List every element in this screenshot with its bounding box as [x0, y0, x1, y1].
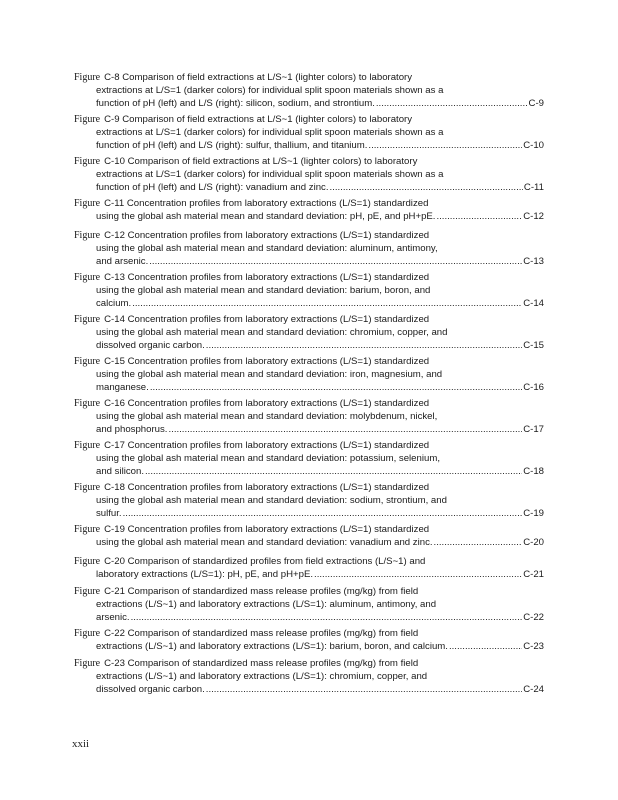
dot-leader	[123, 507, 523, 520]
toc-entry[interactable]	[74, 627, 544, 653]
figure-label: Figure	[74, 628, 101, 639]
toc-entry-line	[74, 339, 544, 352]
toc-entry-line	[74, 410, 544, 423]
figure-label: Figure	[74, 156, 101, 167]
toc-entry-line	[74, 326, 544, 339]
toc-entry-text: dissolved organic carbon.	[96, 340, 205, 351]
toc-entry-line	[74, 271, 544, 284]
toc-entry[interactable]	[74, 271, 544, 310]
figure-label: Figure	[74, 398, 101, 409]
toc-entry-line	[74, 423, 544, 436]
figure-label: Figure	[74, 230, 101, 241]
toc-entry-line	[74, 297, 544, 310]
toc-entry[interactable]	[74, 71, 544, 110]
toc-page-ref[interactable]: C-10	[523, 140, 544, 151]
toc-entry-text: C-10 Comparison of field extractions at L/S~1 (lighter colors) to laboratory	[104, 156, 418, 167]
figure-label: Figure	[74, 586, 101, 597]
toc-entry-line	[74, 255, 544, 268]
toc-entry-text: function of pH (left) and L/S (right): silicon, sodium, and strontium.	[96, 98, 375, 109]
toc-entry-text: manganese.	[96, 382, 149, 393]
toc-page-ref[interactable]: C-18	[523, 466, 544, 477]
toc-entry-line	[74, 97, 544, 110]
dot-leader	[376, 97, 528, 110]
toc-entry-line	[74, 536, 544, 549]
figure-label: Figure	[74, 658, 101, 669]
toc-entry-line	[74, 313, 544, 326]
toc-entry-line	[74, 181, 544, 194]
toc-entry-text: function of pH (left) and L/S (right): vanadium and zinc.	[96, 182, 329, 193]
toc-entry-line	[74, 452, 544, 465]
toc-entry-line	[74, 585, 544, 598]
dot-leader	[314, 568, 522, 581]
dot-leader	[436, 210, 522, 223]
toc-entry[interactable]	[74, 657, 544, 696]
figure-label: Figure	[74, 524, 101, 535]
toc-entry-text: C-18 Concentration profiles from laboratory extractions (L/S=1) standardized	[104, 482, 430, 493]
toc-entry-line	[74, 507, 544, 520]
toc-entry-line	[74, 598, 544, 611]
toc-entry-text: C-21 Comparison of standardized mass release profiles (mg/kg) from field	[104, 586, 419, 597]
toc-entry-text: extractions (L/S~1) and laboratory extractions (L/S=1): chromium, copper, and	[96, 671, 428, 682]
toc-entry[interactable]	[74, 197, 544, 223]
toc-entry-text: extractions at L/S=1 (darker colors) for individual split spoon materials shown as a	[96, 169, 444, 180]
dot-leader	[168, 423, 522, 436]
figure-label: Figure	[74, 314, 101, 325]
toc-entry-line	[74, 197, 544, 210]
toc-page-ref[interactable]: C-22	[523, 612, 544, 623]
toc-entry-line	[74, 657, 544, 670]
dot-leader	[145, 465, 522, 478]
toc-entry-line	[74, 242, 544, 255]
toc-entry-line	[74, 465, 544, 478]
page-number: xxii	[72, 738, 90, 750]
figure-label: Figure	[74, 356, 101, 367]
toc-entry-line	[74, 284, 544, 297]
toc-entry-text: C-12 Concentration profiles from laboratory extractions (L/S=1) standardized	[104, 230, 430, 241]
toc-entry-text: and phosphorus.	[96, 424, 168, 435]
toc-entry-text: sulfur.	[96, 508, 122, 519]
figure-label: Figure	[74, 440, 101, 451]
toc-entry-text: extractions at L/S=1 (darker colors) for individual split spoon materials shown as a	[96, 85, 444, 96]
toc-entry-text: extractions (L/S~1) and laboratory extractions (L/S=1): aluminum, antimony, and	[96, 599, 437, 610]
toc-entry-text: extractions (L/S~1) and laboratory extractions (L/S=1): barium, boron, and calcium.	[96, 641, 448, 652]
toc-entry[interactable]	[74, 439, 544, 478]
toc-entry-line	[74, 640, 544, 653]
toc-page-ref[interactable]: C-23	[523, 641, 544, 652]
dot-leader	[131, 611, 523, 624]
toc-entry[interactable]	[74, 397, 544, 436]
dot-leader	[449, 640, 522, 653]
toc-entry-text: using the global ash material mean and standard deviation: pH, pE, and pH+pE.	[96, 211, 436, 222]
toc-entry-text: and silicon.	[96, 466, 144, 477]
figure-label: Figure	[74, 272, 101, 283]
toc-entry-line	[74, 381, 544, 394]
toc-page-ref[interactable]: C-16	[523, 382, 544, 393]
toc-page-ref[interactable]: C-17	[523, 424, 544, 435]
toc-entry-line	[74, 368, 544, 381]
toc-entry[interactable]	[74, 229, 544, 268]
toc-entry-text: C-9 Comparison of field extractions at L/S~1 (lighter colors) to laboratory	[104, 114, 413, 125]
dot-leader	[368, 139, 522, 152]
toc-entry-line	[74, 139, 544, 152]
dot-leader	[149, 255, 522, 268]
toc-entry-text: using the global ash material mean and standard deviation: aluminum, antimony,	[96, 243, 438, 254]
toc-entry-line	[74, 627, 544, 640]
toc-entry-line	[74, 494, 544, 507]
toc-entry-line	[74, 71, 544, 84]
toc-entry[interactable]	[74, 481, 544, 520]
toc-entry-text: using the global ash material mean and standard deviation: vanadium and zinc.	[96, 537, 433, 548]
toc-page-ref[interactable]: C-21	[523, 569, 544, 580]
toc-entry-text: and arsenic.	[96, 256, 149, 267]
toc-page-ref[interactable]: C-11	[523, 182, 544, 193]
dot-leader	[330, 181, 523, 194]
toc-entry-text: C-11 Concentration profiles from laboratory extractions (L/S=1) standardized	[104, 198, 429, 209]
toc-entry[interactable]	[74, 355, 544, 394]
toc-entry-text: C-17 Concentration profiles from laboratory extractions (L/S=1) standardized	[104, 440, 430, 451]
figure-label: Figure	[74, 198, 101, 209]
toc-page-ref[interactable]: C-24	[523, 684, 544, 695]
toc-entry-text: C-20 Comparison of standardized profiles from field extractions (L/S~1) and	[104, 556, 426, 567]
toc-entry-line	[74, 155, 544, 168]
toc-entry[interactable]	[74, 313, 544, 352]
toc-entry-text: function of pH (left) and L/S (right): sulfur, thallium, and titanium.	[96, 140, 368, 151]
toc-page-ref[interactable]: C-15	[523, 340, 544, 351]
toc-entry-line	[74, 355, 544, 368]
toc-entry-text: dissolved organic carbon.	[96, 684, 205, 695]
toc-entry-line	[74, 523, 544, 536]
toc-page-ref[interactable]: C-14	[523, 298, 544, 309]
toc-entry-text: using the global ash material mean and standard deviation: iron, magnesium, and	[96, 369, 443, 380]
toc-entry-line	[74, 670, 544, 683]
toc-page-ref[interactable]: C-12	[523, 211, 544, 222]
toc-entry-text: C-23 Comparison of standardized mass release profiles (mg/kg) from field	[104, 658, 419, 669]
toc-entry[interactable]	[74, 155, 544, 194]
toc-entry-text: C-13 Concentration profiles from laboratory extractions (L/S=1) standardized	[104, 272, 430, 283]
figure-label: Figure	[74, 482, 101, 493]
toc-entry-text: using the global ash material mean and standard deviation: chromium, copper, and	[96, 327, 448, 338]
toc-entry-line	[74, 568, 544, 581]
toc-entry-text: using the global ash material mean and standard deviation: potassium, selenium,	[96, 453, 440, 464]
toc-entry-line	[74, 683, 544, 696]
toc-entry-text: using the global ash material mean and standard deviation: sodium, strontium, and	[96, 495, 447, 506]
dot-leader	[150, 381, 522, 394]
toc-entry[interactable]	[74, 523, 544, 549]
toc-entry-line	[74, 397, 544, 410]
toc-entry-text: using the global ash material mean and standard deviation: molybdenum, nickel,	[96, 411, 438, 422]
toc-entry-line	[74, 113, 544, 126]
toc-entry-text: C-16 Concentration profiles from laboratory extractions (L/S=1) standardized	[104, 398, 430, 409]
toc-entry-text: laboratory extractions (L/S=1): pH, pE, and pH+pE.	[96, 569, 314, 580]
toc-page-ref[interactable]: C-20	[523, 537, 544, 548]
toc-entry-text: calcium.	[96, 298, 132, 309]
toc-entry-line	[74, 229, 544, 242]
toc-entry-line	[74, 168, 544, 181]
figure-label: Figure	[74, 72, 101, 83]
toc-entry[interactable]	[74, 555, 544, 581]
dot-leader	[206, 339, 522, 352]
toc-entry-line	[74, 611, 544, 624]
toc-page-ref[interactable]: C-9	[528, 98, 544, 109]
toc-entry-text: C-15 Concentration profiles from laboratory extractions (L/S=1) standardized	[104, 356, 430, 367]
toc-page-ref[interactable]: C-13	[523, 256, 544, 267]
toc-entry-text: C-19 Concentration profiles from laboratory extractions (L/S=1) standardized	[104, 524, 430, 535]
toc-entry-text: C-8 Comparison of field extractions at L/S~1 (lighter colors) to laboratory	[104, 72, 413, 83]
toc-entry-line	[74, 84, 544, 97]
dot-leader	[206, 683, 522, 696]
toc-entry-text: arsenic.	[96, 612, 130, 623]
figure-label: Figure	[74, 114, 101, 125]
toc-entry[interactable]	[74, 585, 544, 624]
dot-leader	[434, 536, 523, 549]
toc-entry-text: C-14 Concentration profiles from laboratory extractions (L/S=1) standardized	[104, 314, 430, 325]
toc-entry-line	[74, 126, 544, 139]
toc-entry-line	[74, 210, 544, 223]
toc-entry-text: C-22 Comparison of standardized mass release profiles (mg/kg) from field	[104, 628, 419, 639]
dot-leader	[132, 297, 522, 310]
toc-entry-text: using the global ash material mean and standard deviation: barium, boron, and	[96, 285, 431, 296]
toc-entry-line	[74, 439, 544, 452]
toc-entry-line	[74, 481, 544, 494]
toc-entry[interactable]	[74, 113, 544, 152]
toc-page-ref[interactable]: C-19	[523, 508, 544, 519]
figure-label: Figure	[74, 556, 101, 567]
toc-entry-text: extractions at L/S=1 (darker colors) for individual split spoon materials shown as a	[96, 127, 444, 138]
toc-entry-line	[74, 555, 544, 568]
